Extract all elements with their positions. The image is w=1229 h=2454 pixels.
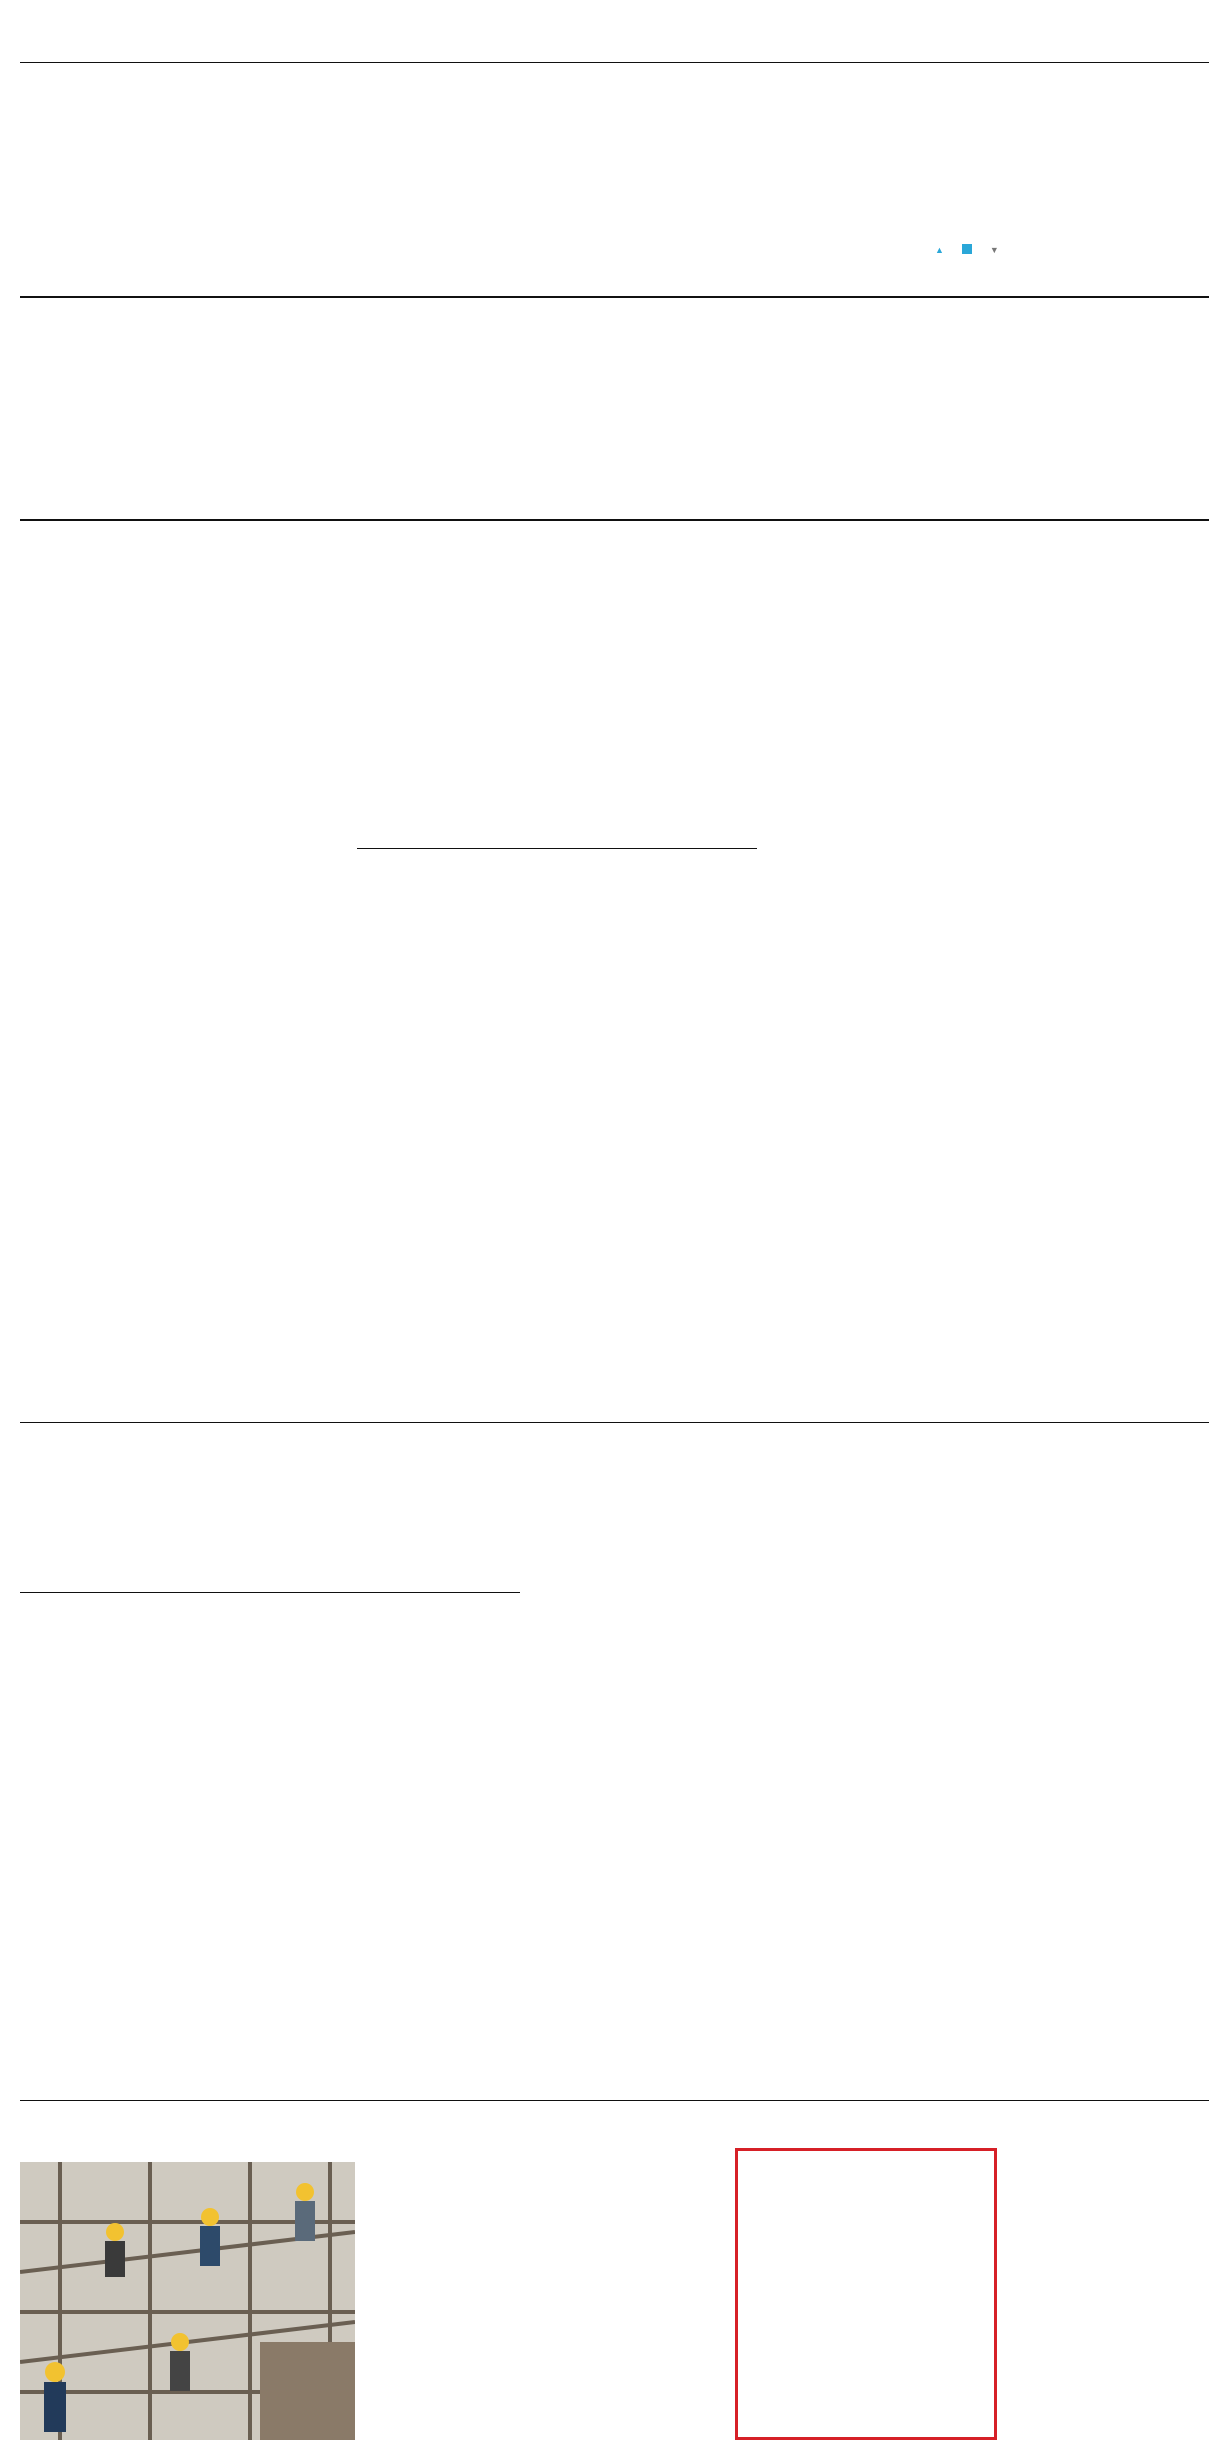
construction-illustration [20, 2162, 355, 2440]
down-icon: ▼ [989, 245, 999, 255]
chart-svg [350, 868, 975, 1238]
breve-photo [20, 2162, 355, 2440]
trend-legend [935, 244, 999, 256]
indicator-row [22, 312, 1207, 517]
up-icon: ▲ [935, 245, 944, 255]
legend-stable [962, 244, 972, 256]
legend-down [990, 245, 999, 255]
legend-up [935, 245, 944, 255]
breve2-box [735, 2148, 997, 2440]
stable-icon [962, 244, 972, 254]
